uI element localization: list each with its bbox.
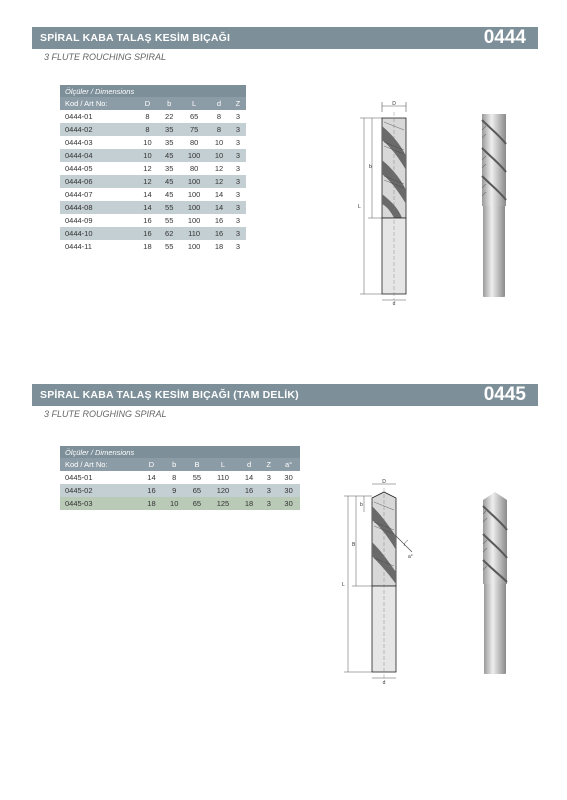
dimension-cell: 14 bbox=[208, 188, 230, 201]
dimension-cell: 3 bbox=[230, 188, 246, 201]
product-code: 0445 bbox=[483, 384, 526, 405]
label-b: b bbox=[360, 502, 363, 508]
dimension-cell: 62 bbox=[158, 227, 180, 240]
label-d: d bbox=[382, 680, 386, 686]
dimension-cell: 100 bbox=[180, 240, 208, 253]
article-code-cell: 0444-10 bbox=[60, 227, 137, 240]
dimension-cell: 18 bbox=[208, 240, 230, 253]
column-header: Z bbox=[230, 97, 246, 110]
column-header: L bbox=[208, 458, 237, 471]
dimension-cell: 3 bbox=[230, 123, 246, 136]
dimension-cell: 3 bbox=[230, 162, 246, 175]
dimension-cell: 100 bbox=[180, 188, 208, 201]
dimension-cell: 10 bbox=[137, 136, 159, 149]
dimension-cell: 22 bbox=[158, 110, 180, 123]
dimension-cell: 65 bbox=[186, 484, 209, 497]
column-header: a° bbox=[277, 458, 300, 471]
table-row bbox=[60, 214, 246, 227]
dimension-cell: 3 bbox=[260, 497, 277, 510]
dimension-cell: 10 bbox=[163, 497, 186, 510]
dimension-cell: 3 bbox=[230, 214, 246, 227]
dimension-cell: 30 bbox=[277, 497, 300, 510]
dimension-cell: 8 bbox=[137, 123, 159, 136]
dimension-cell: 35 bbox=[158, 136, 180, 149]
dimension-cell: 100 bbox=[180, 175, 208, 188]
article-code-cell: 0444-09 bbox=[60, 214, 137, 227]
dimension-cell: 3 bbox=[230, 136, 246, 149]
dimension-cell: 12 bbox=[137, 162, 159, 175]
table-caption: Ölçüler / Dimensions bbox=[60, 85, 246, 97]
dimension-cell: 55 bbox=[158, 214, 180, 227]
dimension-cell: 65 bbox=[180, 110, 208, 123]
column-header: Z bbox=[260, 458, 277, 471]
dimension-cell: 10 bbox=[208, 136, 230, 149]
dimension-cell: 125 bbox=[208, 497, 237, 510]
section-header-0445 bbox=[32, 384, 538, 406]
article-code-cell: 0444-04 bbox=[60, 149, 137, 162]
dimension-cell: 45 bbox=[158, 175, 180, 188]
column-header: d bbox=[208, 97, 230, 110]
table-caption: Ölçüler / Dimensions bbox=[60, 446, 300, 458]
label-D: D bbox=[382, 479, 386, 485]
dimension-cell: 45 bbox=[158, 149, 180, 162]
column-header: D bbox=[140, 458, 163, 471]
dimension-cell: 3 bbox=[260, 484, 277, 497]
column-header: Kod / Art No: bbox=[60, 97, 137, 110]
dimension-cell: 80 bbox=[180, 162, 208, 175]
dimension-cell: 80 bbox=[180, 136, 208, 149]
dimension-cell: 9 bbox=[163, 484, 186, 497]
column-header: L bbox=[180, 97, 208, 110]
dimension-cell: 3 bbox=[230, 240, 246, 253]
column-header: b bbox=[163, 458, 186, 471]
dimension-cell: 8 bbox=[208, 123, 230, 136]
dimension-cell: 18 bbox=[137, 240, 159, 253]
dimension-cell: 12 bbox=[137, 175, 159, 188]
dimension-cell: 14 bbox=[137, 188, 159, 201]
label-D: D bbox=[392, 101, 396, 107]
dimension-cell: 16 bbox=[137, 227, 159, 240]
label-L: L bbox=[358, 204, 361, 210]
dimension-cell: 16 bbox=[238, 484, 261, 497]
table-row bbox=[60, 227, 246, 240]
label-B: B bbox=[352, 542, 356, 548]
table-row bbox=[60, 188, 246, 201]
dimension-cell: 18 bbox=[140, 497, 163, 510]
table-row bbox=[60, 123, 246, 136]
article-code-cell: 0444-07 bbox=[60, 188, 137, 201]
article-code-cell: 0445-02 bbox=[60, 484, 140, 497]
dimension-cell: 30 bbox=[277, 471, 300, 484]
dimension-cell: 10 bbox=[137, 149, 159, 162]
column-header: d bbox=[238, 458, 261, 471]
section-header-0444 bbox=[32, 27, 538, 49]
dimension-cell: 3 bbox=[260, 471, 277, 484]
section-title: SPİRAL KABA TALAŞ KESİM BIÇAĞI bbox=[40, 32, 231, 44]
article-code-cell: 0444-05 bbox=[60, 162, 137, 175]
dimension-cell: 3 bbox=[230, 110, 246, 123]
dimensions-table-0445 bbox=[60, 446, 300, 510]
dimension-cell: 55 bbox=[158, 240, 180, 253]
article-code-cell: 0445-03 bbox=[60, 497, 140, 510]
table-row bbox=[60, 471, 300, 484]
table-row bbox=[60, 162, 246, 175]
dimension-cell: 35 bbox=[158, 123, 180, 136]
dimension-cell: 8 bbox=[208, 110, 230, 123]
dimension-cell: 18 bbox=[238, 497, 261, 510]
article-code-cell: 0444-01 bbox=[60, 110, 137, 123]
dimension-cell: 110 bbox=[208, 471, 237, 484]
dimension-cell: 8 bbox=[163, 471, 186, 484]
dimension-cell: 45 bbox=[158, 188, 180, 201]
label-b: b bbox=[369, 164, 372, 170]
dimension-cell: 3 bbox=[230, 201, 246, 214]
section-title: SPİRAL KABA TALAŞ KESİM BIÇAĞI (TAM DELİK) bbox=[40, 389, 299, 401]
technical-drawing-0444 bbox=[352, 98, 422, 306]
product-photo-0445 bbox=[472, 490, 518, 678]
column-header: B bbox=[186, 458, 209, 471]
dimension-cell: 65 bbox=[186, 497, 209, 510]
dimension-cell: 14 bbox=[137, 201, 159, 214]
table-row bbox=[60, 149, 246, 162]
column-header: D bbox=[137, 97, 159, 110]
dimension-cell: 10 bbox=[208, 149, 230, 162]
article-code-cell: 0444-03 bbox=[60, 136, 137, 149]
dimensions-table-0444 bbox=[60, 85, 246, 253]
article-code-cell: 0444-08 bbox=[60, 201, 137, 214]
dimension-cell: 30 bbox=[277, 484, 300, 497]
dimension-cell: 100 bbox=[180, 201, 208, 214]
dimension-cell: 8 bbox=[137, 110, 159, 123]
section-subtitle: 3 FLUTE ROUGHING SPIRAL bbox=[44, 409, 167, 419]
dimension-cell: 16 bbox=[208, 227, 230, 240]
dimension-cell: 55 bbox=[186, 471, 209, 484]
table-row bbox=[60, 201, 246, 214]
dimension-cell: 35 bbox=[158, 162, 180, 175]
article-code-cell: 0444-11 bbox=[60, 240, 137, 253]
product-code: 0444 bbox=[483, 27, 526, 48]
dimension-cell: 3 bbox=[230, 149, 246, 162]
article-code-cell: 0445-01 bbox=[60, 471, 140, 484]
article-code-cell: 0444-02 bbox=[60, 123, 137, 136]
dimension-cell: 100 bbox=[180, 214, 208, 227]
dimension-cell: 3 bbox=[230, 227, 246, 240]
dimension-cell: 12 bbox=[208, 175, 230, 188]
dimension-cell: 75 bbox=[180, 123, 208, 136]
dimension-cell: 12 bbox=[208, 162, 230, 175]
table-row bbox=[60, 175, 246, 188]
column-header: Kod / Art No: bbox=[60, 458, 140, 471]
dimension-cell: 16 bbox=[137, 214, 159, 227]
dimension-cell: 100 bbox=[180, 149, 208, 162]
label-angle: a° bbox=[408, 554, 413, 560]
dimension-cell: 3 bbox=[230, 175, 246, 188]
dimension-cell: 14 bbox=[238, 471, 261, 484]
dimension-cell: 16 bbox=[208, 214, 230, 227]
product-photo-0444 bbox=[470, 110, 518, 300]
dimension-cell: 55 bbox=[158, 201, 180, 214]
table-row bbox=[60, 136, 246, 149]
dimension-cell: 14 bbox=[140, 471, 163, 484]
dimension-cell: 14 bbox=[208, 201, 230, 214]
technical-drawing-0445 bbox=[338, 476, 424, 688]
dimension-cell: 120 bbox=[208, 484, 237, 497]
article-code-cell: 0444-06 bbox=[60, 175, 137, 188]
table-row bbox=[60, 497, 300, 510]
table-row bbox=[60, 110, 246, 123]
column-header: b bbox=[158, 97, 180, 110]
dimension-cell: 110 bbox=[180, 227, 208, 240]
label-d: d bbox=[392, 301, 396, 306]
dimension-cell: 16 bbox=[140, 484, 163, 497]
section-subtitle: 3 FLUTE ROUCHING SPIRAL bbox=[44, 52, 167, 62]
label-L: L bbox=[342, 582, 345, 588]
table-row bbox=[60, 240, 246, 253]
table-row bbox=[60, 484, 300, 497]
